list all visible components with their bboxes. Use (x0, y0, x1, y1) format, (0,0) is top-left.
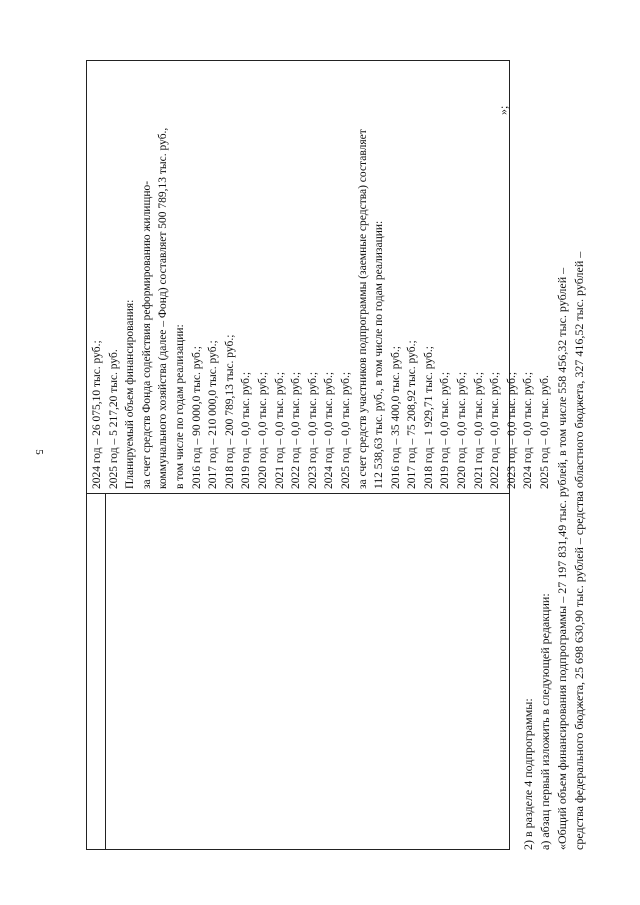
financing-line: 2024 год – 0,0 тыс. руб.; (522, 371, 535, 489)
financing-line: за счет средств Фонда содействия реформированию жилищно- (140, 180, 153, 489)
financing-line: Планируемый объем финансирования: (124, 299, 137, 489)
financing-line: 2021 год – 0,0 тыс. руб.; (472, 371, 485, 489)
body-paragraph: «Общий объем финансирования подпрограммы – 27 197 831,49 тыс. рублей, в том числе 558 456,32 тыс. рублей – (555, 267, 569, 850)
body-paragraph: а) абзац первый изложить в следующей редакции: (538, 593, 552, 850)
financing-line: 112 538,63 тыс. руб., в том числе по годам реализации: (373, 220, 386, 489)
financing-line: 2019 год – 0,0 тыс. руб.; (240, 371, 253, 489)
body-paragraph: средства федерального бюджета, 25 698 630,90 тыс. рублей – средства областного бюджета, 327 416,52 тыс. рублей – (572, 251, 586, 850)
financing-line: 2022 год – 0,0 тыс. руб.; (290, 371, 303, 489)
table-right-cell (87, 61, 552, 494)
financing-line: 2018 год – 1 929,71 тыс. руб.; (422, 346, 435, 489)
table-row-divider (105, 494, 106, 849)
financing-line: за счет средств участников подпрограммы (заемные средства) составляет (356, 129, 369, 489)
financing-lines (87, 61, 554, 493)
financing-line: 2016 год – 90 000,0 тыс. руб.; (190, 346, 203, 489)
financing-line: 2018 год – 200 789,13 тыс. руб.; (223, 334, 236, 489)
financing-line: 2017 год – 75 208,92 тыс. руб.; (406, 340, 419, 489)
page-number: 5 (32, 449, 45, 455)
financing-line: коммунального хозяйства (далее – Фонд) составляет 500 789,13 тыс. руб., (157, 127, 170, 489)
financing-line: 2021 год – 0,0 тыс. руб.; (273, 371, 286, 489)
financing-line: 2025 год – 0,0 тыс. руб. (539, 375, 552, 489)
financing-line: 2022 год – 0,0 тыс. руб.; (489, 371, 502, 489)
financing-line: 2024 год – 26 075,10 тыс. руб.; (91, 340, 103, 489)
financing-line: 2016 год – 35 400,0 тыс. руб.; (389, 346, 402, 489)
amendment-text (520, 50, 588, 850)
financing-line: 2023 год – 0,0 тыс. руб.; (505, 371, 518, 489)
financing-line: 2017 год – 210 000,0 тыс. руб.; (207, 340, 220, 489)
body-paragraph: 2) в разделе 4 подпрограммы: (521, 698, 535, 850)
financing-line: в том числе по годам реализации: (173, 324, 186, 489)
table-left-cell (87, 494, 509, 849)
financing-line: 2025 год – 5 217,20 тыс. руб. (107, 349, 120, 489)
financing-line: 2023 год – 0,0 тыс. руб.; (306, 371, 319, 489)
financing-line: 2025 год – 0,0 тыс. руб.; (339, 371, 352, 489)
financing-line: 2020 год – 0,0 тыс. руб.; (256, 371, 269, 489)
closing-quote-mark: »; (496, 105, 510, 115)
financing-line: 2020 год – 0,0 тыс. руб.; (456, 371, 469, 489)
financing-line: 2019 год – 0,0 тыс. руб.; (439, 371, 452, 489)
financing-line: 2024 год – 0,0 тыс. руб.; (323, 371, 336, 489)
